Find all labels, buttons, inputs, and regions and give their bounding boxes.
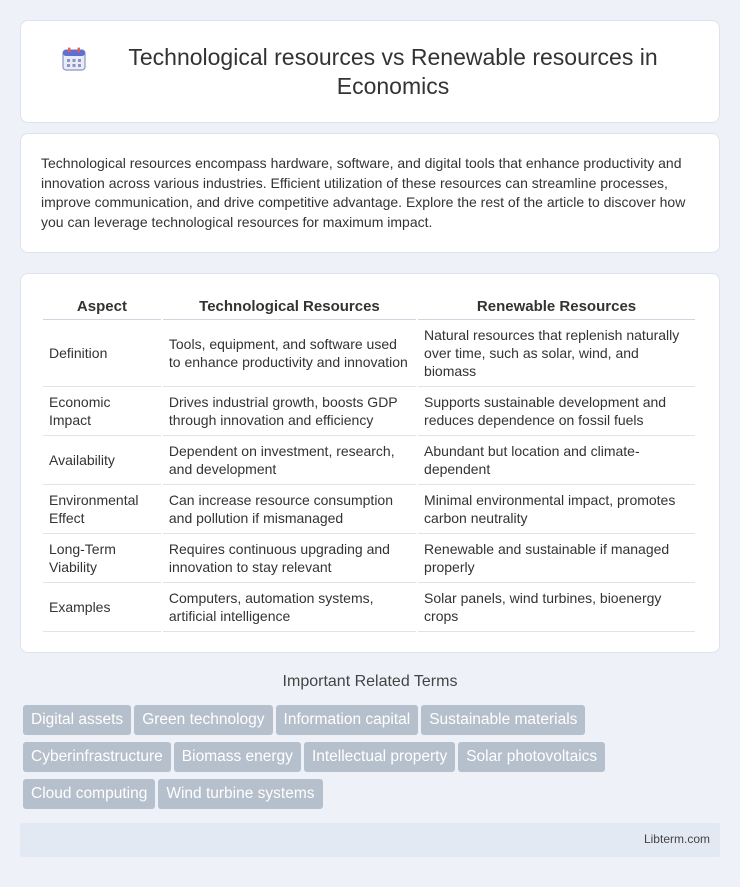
table-header-row [43, 294, 695, 320]
tag-wind-turbine-systems[interactable]: Wind turbine systems [158, 779, 322, 809]
tag-sustainable-materials[interactable]: Sustainable materials [421, 705, 585, 735]
tag-cyberinfrastructure[interactable]: Cyberinfrastructure [23, 742, 171, 772]
cell-renewable: Minimal environmental impact, promotes carbon neutrality [418, 485, 695, 534]
cell-technological: Dependent on investment, research, and development [163, 436, 416, 485]
cell-technological: Can increase resource consumption and pollution if mismanaged [163, 485, 416, 534]
cell-renewable: Abundant but location and climate-dependent [418, 436, 695, 485]
header-card [20, 20, 720, 123]
comparison-table-card [20, 273, 720, 653]
cell-technological: Computers, automation systems, artificial intelligence [163, 583, 416, 632]
cell-technological: Requires continuous upgrading and innovation to stay relevant [163, 534, 416, 583]
tag-solar-photovoltaics[interactable]: Solar photovoltaics [458, 742, 605, 772]
tag-green-technology[interactable]: Green technology [134, 705, 272, 735]
tag-digital-assets[interactable]: Digital assets [23, 705, 131, 735]
title-wrap [21, 43, 719, 101]
intro-card [20, 133, 720, 253]
table-row [43, 583, 695, 632]
cell-renewable: Renewable and sustainable if managed properly [418, 534, 695, 583]
cell-renewable: Solar panels, wind turbines, bioenergy crops [418, 583, 695, 632]
table-row [43, 534, 695, 583]
cell-aspect: Availability [43, 436, 161, 485]
table-row [43, 436, 695, 485]
cell-aspect: Examples [43, 583, 161, 632]
cell-aspect: Environmental Effect [43, 485, 161, 534]
page-title: Technological resources vs Renewable resources in Economics [128, 43, 658, 99]
related-terms-tags [23, 705, 723, 816]
comparison-table [41, 294, 697, 632]
intro-text: Technological resources encompass hardware, software, and digital tools that enhance productivity and innovation across various industries. Efficient utilization of these resources can streamline processes, improve communication, and drive competitive advantage. Explore the rest of the article to discover how you can leverage technological resources for maximum impact. [41, 155, 686, 230]
cell-renewable: Natural resources that replenish naturally over time, such as solar, wind, and biomass [418, 320, 695, 387]
table-row [43, 387, 695, 436]
header-technological: Technological Resources [163, 294, 416, 320]
cell-renewable: Supports sustainable development and reduces dependence on fossil fuels [418, 387, 695, 436]
cell-aspect: Definition [43, 320, 161, 387]
cell-technological: Drives industrial growth, boosts GDP through innovation and efficiency [163, 387, 416, 436]
header-aspect: Aspect [43, 294, 161, 320]
tag-cloud-computing[interactable]: Cloud computing [23, 779, 155, 809]
cell-aspect: Long-Term Viability [43, 534, 161, 583]
header-renewable: Renewable Resources [418, 294, 695, 320]
tag-intellectual-property[interactable]: Intellectual property [304, 742, 455, 772]
footer-brand[interactable]: Libterm.com [643, 832, 710, 846]
calendar-icon [61, 46, 87, 72]
related-terms-title: Important Related Terms [282, 673, 458, 690]
footer [20, 823, 720, 857]
tag-information-capital[interactable]: Information capital [276, 705, 419, 735]
tag-biomass-energy[interactable]: Biomass energy [174, 742, 301, 772]
cell-technological: Tools, equipment, and software used to enhance productivity and innovation [163, 320, 416, 387]
table-row [43, 320, 695, 387]
cell-aspect: Economic Impact [43, 387, 161, 436]
table-row [43, 485, 695, 534]
